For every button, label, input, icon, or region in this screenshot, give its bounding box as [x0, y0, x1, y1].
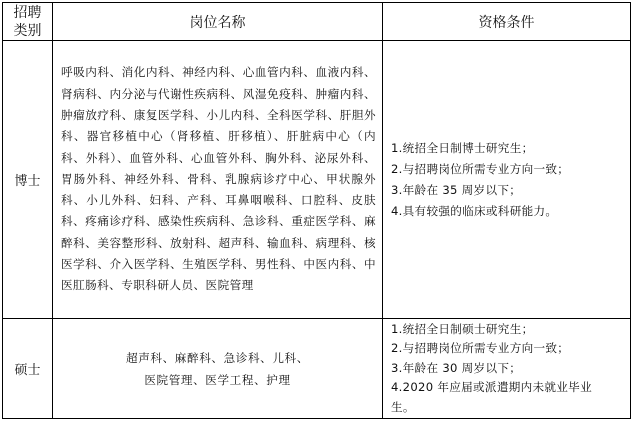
header-position-name: 岗位名称 — [53, 3, 383, 41]
requirement-item: 1.统招全日制硕士研究生； — [391, 321, 534, 336]
header-category-line2: 类别 — [13, 22, 42, 39]
header-row — [3, 3, 631, 41]
positions-line: 超声科、麻醉科、急诊科、儿科、 — [126, 350, 309, 365]
category-cell: 博士 — [3, 41, 53, 319]
header-category-line1: 招聘 — [13, 4, 42, 21]
positions-cell — [53, 41, 383, 319]
requirement-item: 2.与招聘岗位所需专业方向一致； — [391, 161, 570, 176]
requirement-item: 2.与招聘岗位所需专业方向一致； — [391, 341, 570, 356]
requirement-item: 1.统招全日制博士研究生； — [391, 140, 534, 155]
requirements-cell — [383, 319, 631, 419]
category-cell: 硕士 — [3, 319, 53, 419]
positions-line: 医院管理、医学工程、护理 — [144, 372, 291, 387]
requirement-item: 生。 — [391, 399, 415, 414]
requirement-item: 3.年龄在 30 周岁以下； — [391, 360, 522, 375]
requirements-cell — [383, 41, 631, 319]
recruitment-table — [2, 2, 631, 419]
requirement-item: 4.2020 年应届或派遣期内未就业毕业 — [391, 380, 592, 395]
requirement-item: 4.具有较强的临床或科研能力。 — [391, 203, 558, 218]
positions-text: 呼吸内科、消化内科、神经内科、心血管内科、血液内科、肾病科、内分泌与代谢性疾病科、风湿免疫科、肿瘤内科、肿瘤放疗科、康复医学科、小儿内科、全科医学科、肝胆外科、器官移植中心（肾移植、肝移植）、肝脏病中心（内科、外科）、血管外科、心血管外科、胸外科、泌尿外科、胃肠外科、神经外科、骨科、乳腺病诊疗中心、甲状腺外科、小儿外科、妇科、产科、耳鼻咽喉科、口腔科、皮肤科、疼痛诊疗科、感染性疾病科、急诊科、重症医学科、麻醉科、美容整形科、放射科、超声科、输血科、病理科、核医学科、介入医学科、生殖医学科、男性科、中医内科、中医肛肠科、专职科研人员、医院管理 — [61, 65, 376, 293]
table-row-masters — [3, 319, 631, 419]
header-qualifications: 资格条件 — [383, 3, 631, 41]
positions-cell — [53, 319, 383, 419]
requirement-item: 3.年龄在 35 周岁以下； — [391, 182, 522, 197]
header-category — [3, 3, 53, 41]
table-row-phd — [3, 41, 631, 319]
